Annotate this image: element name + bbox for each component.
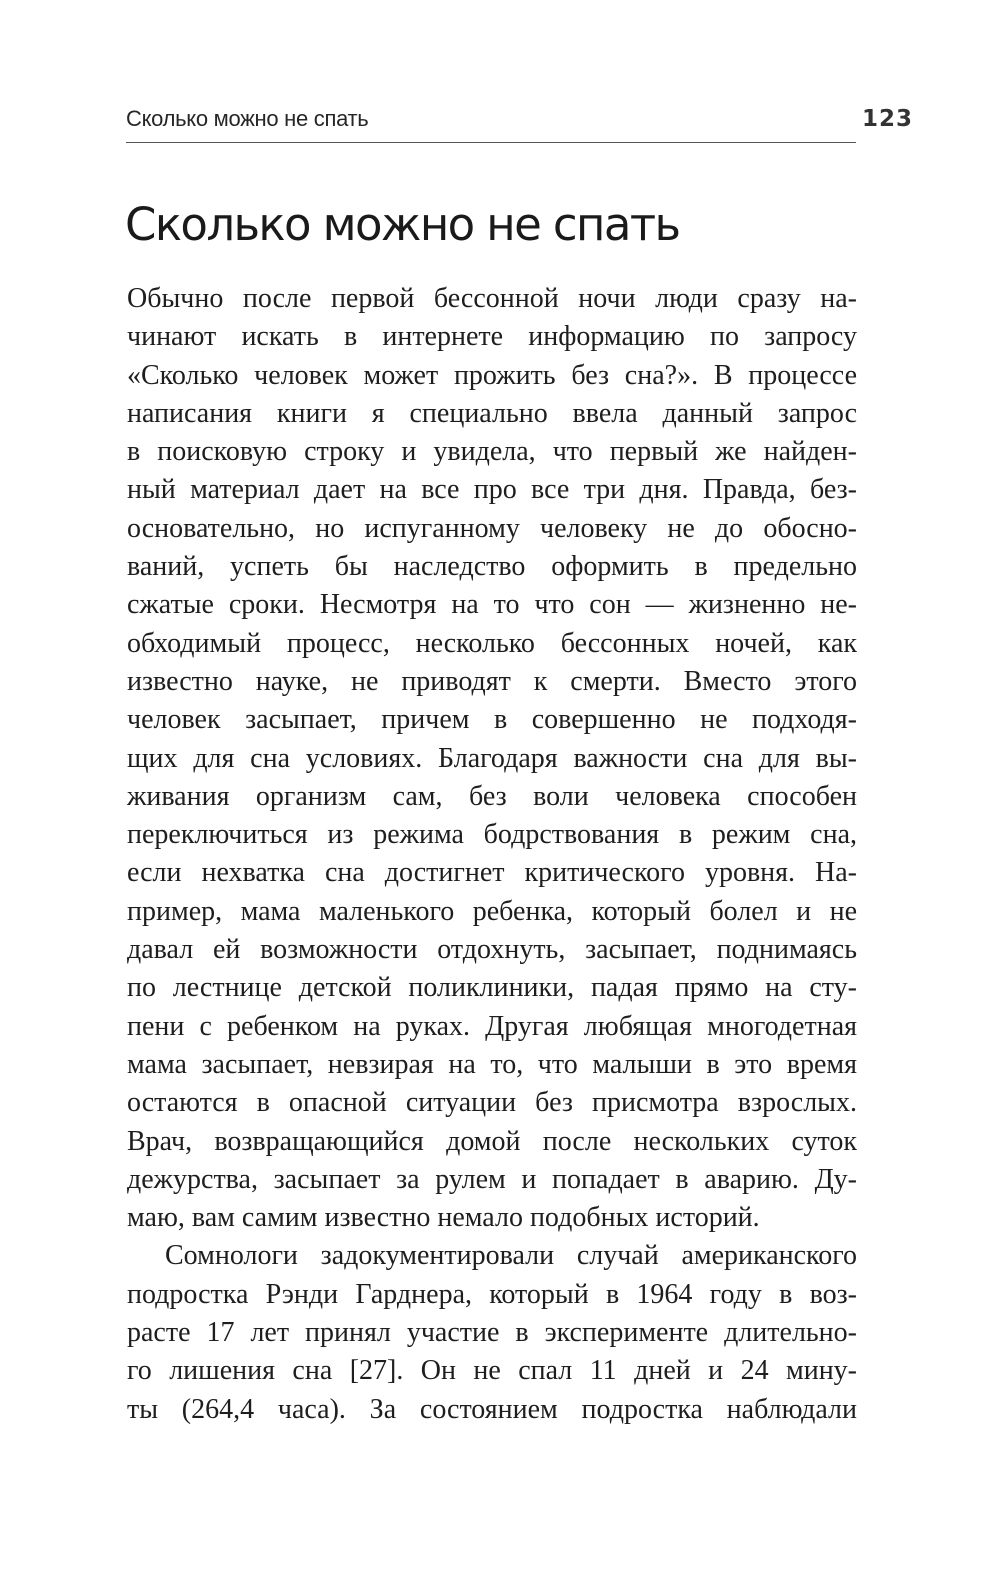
text-line: давал ей возможности отдохнуть, засыпает, поднимаясь	[127, 934, 857, 966]
text-line: чинают искать в интернете информацию по запросу	[127, 321, 857, 353]
text-line: «Сколько человек может прожить без сна?». В процессе	[127, 359, 857, 391]
text-line: Обычно после первой бессонной ночи люди сразу на-	[127, 283, 857, 314]
text-line: остаются в опасной ситуации без присмотра взрослых.	[127, 1087, 857, 1119]
text-line: ваний, успеть бы наследство оформить в предельно	[127, 551, 857, 583]
text-line: переключиться из режима бодрствования в режим сна,	[127, 819, 857, 851]
paragraph-2	[127, 1237, 857, 1428]
text-line: дежурства, засыпает за рулем и попадает в аварию. Ду-	[127, 1163, 857, 1195]
text-line: Врач, возвращающийся домой после нескольких суток	[127, 1125, 857, 1157]
text-line: по лестнице детской поликлиники, падая прямо на сту-	[127, 972, 857, 1004]
running-head	[126, 106, 856, 143]
text-line: маю, вам самим известно немало подобных историй.	[127, 1202, 760, 1234]
chapter-heading: Сколько можно не спать	[125, 198, 680, 251]
text-line: пример, мама маленького ребенка, который болел и не	[127, 895, 857, 927]
page-number: 123	[862, 106, 914, 132]
text-line: написания книги я специально ввела данный запрос	[127, 397, 857, 429]
text-line: ный материал дает на все про все три дня. Правда, без-	[127, 474, 857, 506]
text-line: если нехватка сна достигнет критического уровня. На-	[127, 857, 857, 889]
text-line: обходимый процесс, несколько бессонных ночей, как	[127, 627, 857, 659]
text-line: щих для сна условиях. Благодаря важности сна для вы-	[127, 742, 857, 774]
text-line: расте 17 лет принял участие в эксперименте длительно-	[127, 1317, 857, 1349]
text-line: мама засыпает, невзирая на то, что малыши в это время	[127, 1048, 857, 1080]
text-line: сжатые сроки. Несмотря на то что сон — жизненно не-	[127, 589, 857, 621]
body-text	[127, 280, 857, 1429]
paragraph-1	[127, 280, 857, 1237]
text-line: основательно, но испуганному человеку не до обосно-	[127, 512, 857, 544]
text-line: человек засыпает, причем в совершенно не подходя-	[127, 704, 857, 736]
text-line: пени с ребенком на руках. Другая любящая многодетная	[127, 1010, 857, 1042]
text-line: в поисковую строку и увидела, что первый же найден-	[127, 436, 857, 468]
text-line: ты (264,4 часа). За состоянием подростка наблюдали	[127, 1393, 857, 1425]
text-line: Сомнологи задокументировали случай американского	[165, 1240, 857, 1272]
text-line: живания организм сам, без воли человека способен	[127, 780, 857, 812]
text-line: известно науке, не приводят к смерти. Вместо этого	[127, 665, 857, 697]
text-line: го лишения сна [27]. Он не спал 11 дней и 24 мину-	[127, 1355, 857, 1387]
text-line: подростка Рэнди Гарднера, который в 1964 году в воз-	[127, 1278, 857, 1310]
running-title: Сколько можно не спать	[126, 106, 369, 131]
